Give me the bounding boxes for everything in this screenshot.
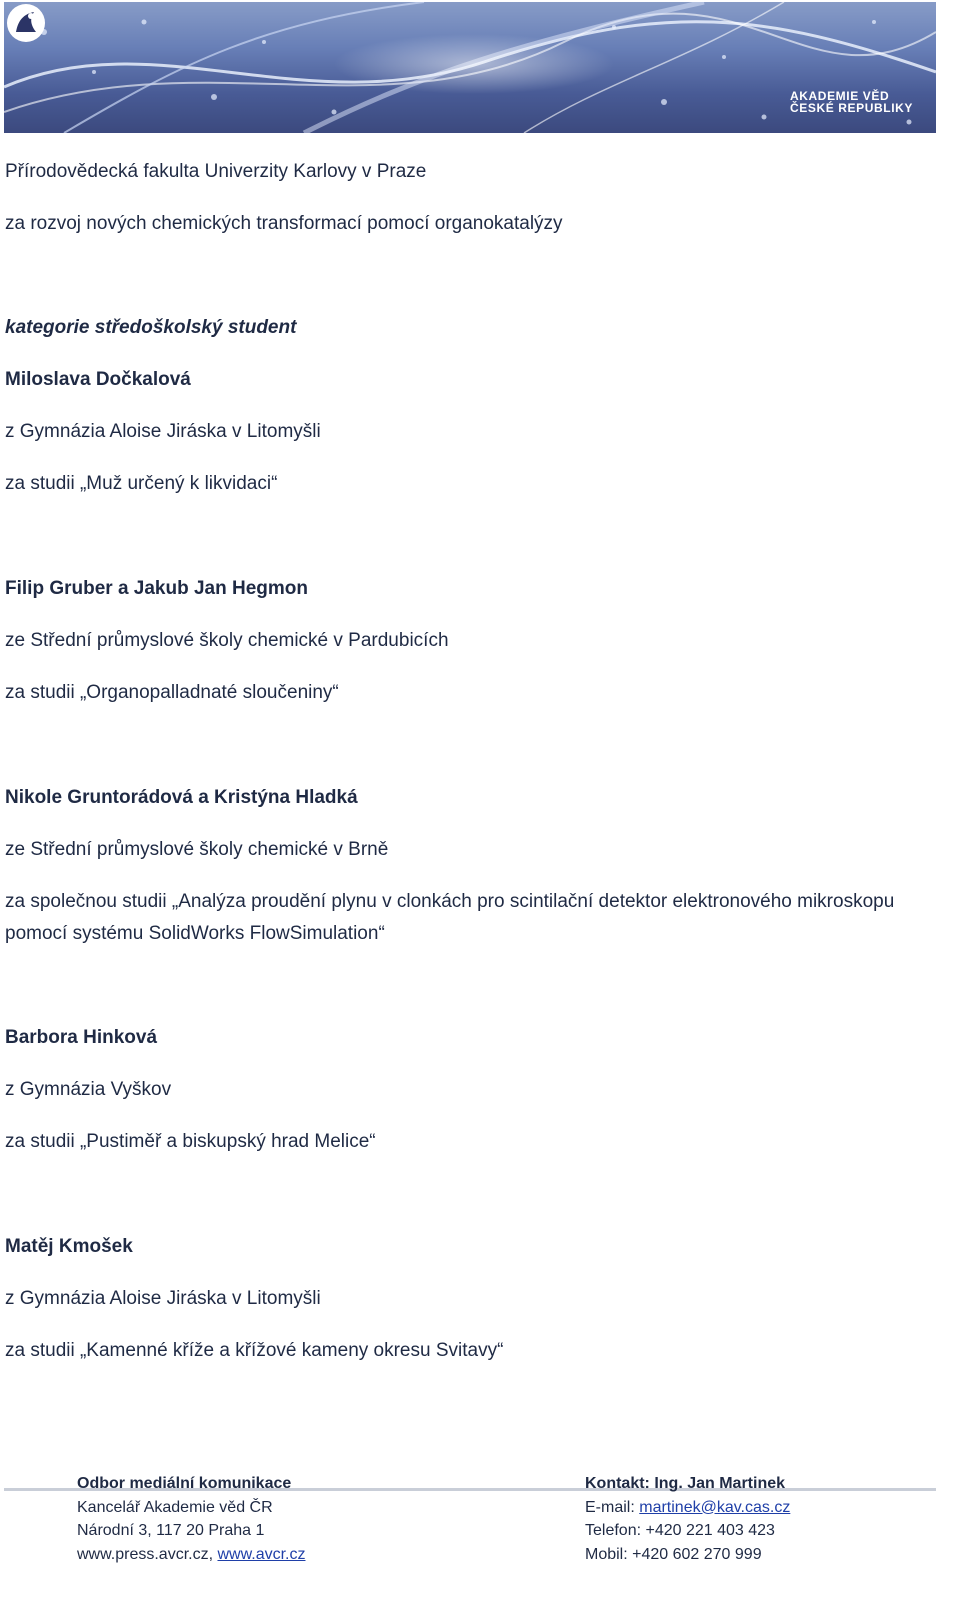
entry-study: za společnou studii „Analýza proudění plynu v clonkách pro scintilační detektor elektronového mikroskopu pomocí systému SolidWorks FlowSimulation“ (5, 891, 895, 944)
entry-name: Miloslava Dočkalová (5, 369, 191, 390)
entry-name: Matěj Kmošek (5, 1236, 133, 1257)
header-banner (4, 2, 936, 133)
entry-study: za studii „Pustiměř a biskupský hrad Melice“ (5, 1131, 376, 1152)
footer-contact-title: Kontakt: Ing. Jan Martinek (585, 1475, 786, 1492)
entry-school: z Gymnázia Vyškov (5, 1079, 172, 1100)
footer-press-web: www.press.avcr.cz, (77, 1545, 218, 1563)
footer-department-title: Odbor mediální komunikace (77, 1475, 292, 1492)
footer-email-link[interactable]: martinek@kav.cas.cz (639, 1498, 791, 1516)
footer-left-column (77, 1472, 306, 1566)
entry-name: Barbora Hinková (5, 1027, 158, 1048)
institution-reason: za rozvoj nových chemických transformací pomocí organokatalýzy (5, 213, 563, 234)
logo-line-2: ČESKÉ REPUBLIKY (790, 101, 914, 115)
entry-school: z Gymnázia Aloise Jiráska v Litomyšli (5, 1288, 321, 1309)
footer-mobile: Mobil: +420 602 270 999 (585, 1545, 762, 1563)
footer-avcr-link[interactable]: www.avcr.cz (217, 1545, 306, 1563)
entry-school: ze Střední průmyslové školy chemické v Pardubicích (5, 630, 449, 651)
entry-study: za studii „Organopalladnaté sloučeniny“ (5, 682, 339, 703)
footer-address: Národní 3, 117 20 Praha 1 (77, 1522, 265, 1539)
institution-name: Přírodovědecká fakulta Univerzity Karlovy v Praze (5, 161, 427, 182)
entry-study: za studii „Muž určený k likvidaci“ (5, 473, 278, 494)
footer-websites (77, 1543, 306, 1567)
academy-logo-icon (4, 2, 48, 44)
entry-school: ze Střední průmyslové školy chemické v Brně (5, 839, 389, 860)
category-heading: kategorie středoškolský student (5, 317, 297, 338)
footer-right-column (585, 1472, 790, 1566)
entry-name: Nikole Gruntorádová a Kristýna Hladká (5, 787, 358, 808)
logo-line-1: AKADEMIE VĚD (790, 89, 890, 103)
academy-logo-text (790, 90, 913, 114)
footer-office: Kancelář Akademie věd ČR (77, 1498, 273, 1516)
entry-school: z Gymnázia Aloise Jiráska v Litomyšli (5, 421, 321, 442)
entry-study: za studii „Kamenné kříže a křížové kameny okresu Svitavy“ (5, 1340, 504, 1361)
entry-name: Filip Gruber a Jakub Jan Hegmon (5, 578, 309, 599)
footer-email-line (585, 1496, 790, 1520)
footer-email-label: E-mail: (585, 1498, 640, 1516)
footer-phone: Telefon: +420 221 403 423 (585, 1522, 775, 1539)
